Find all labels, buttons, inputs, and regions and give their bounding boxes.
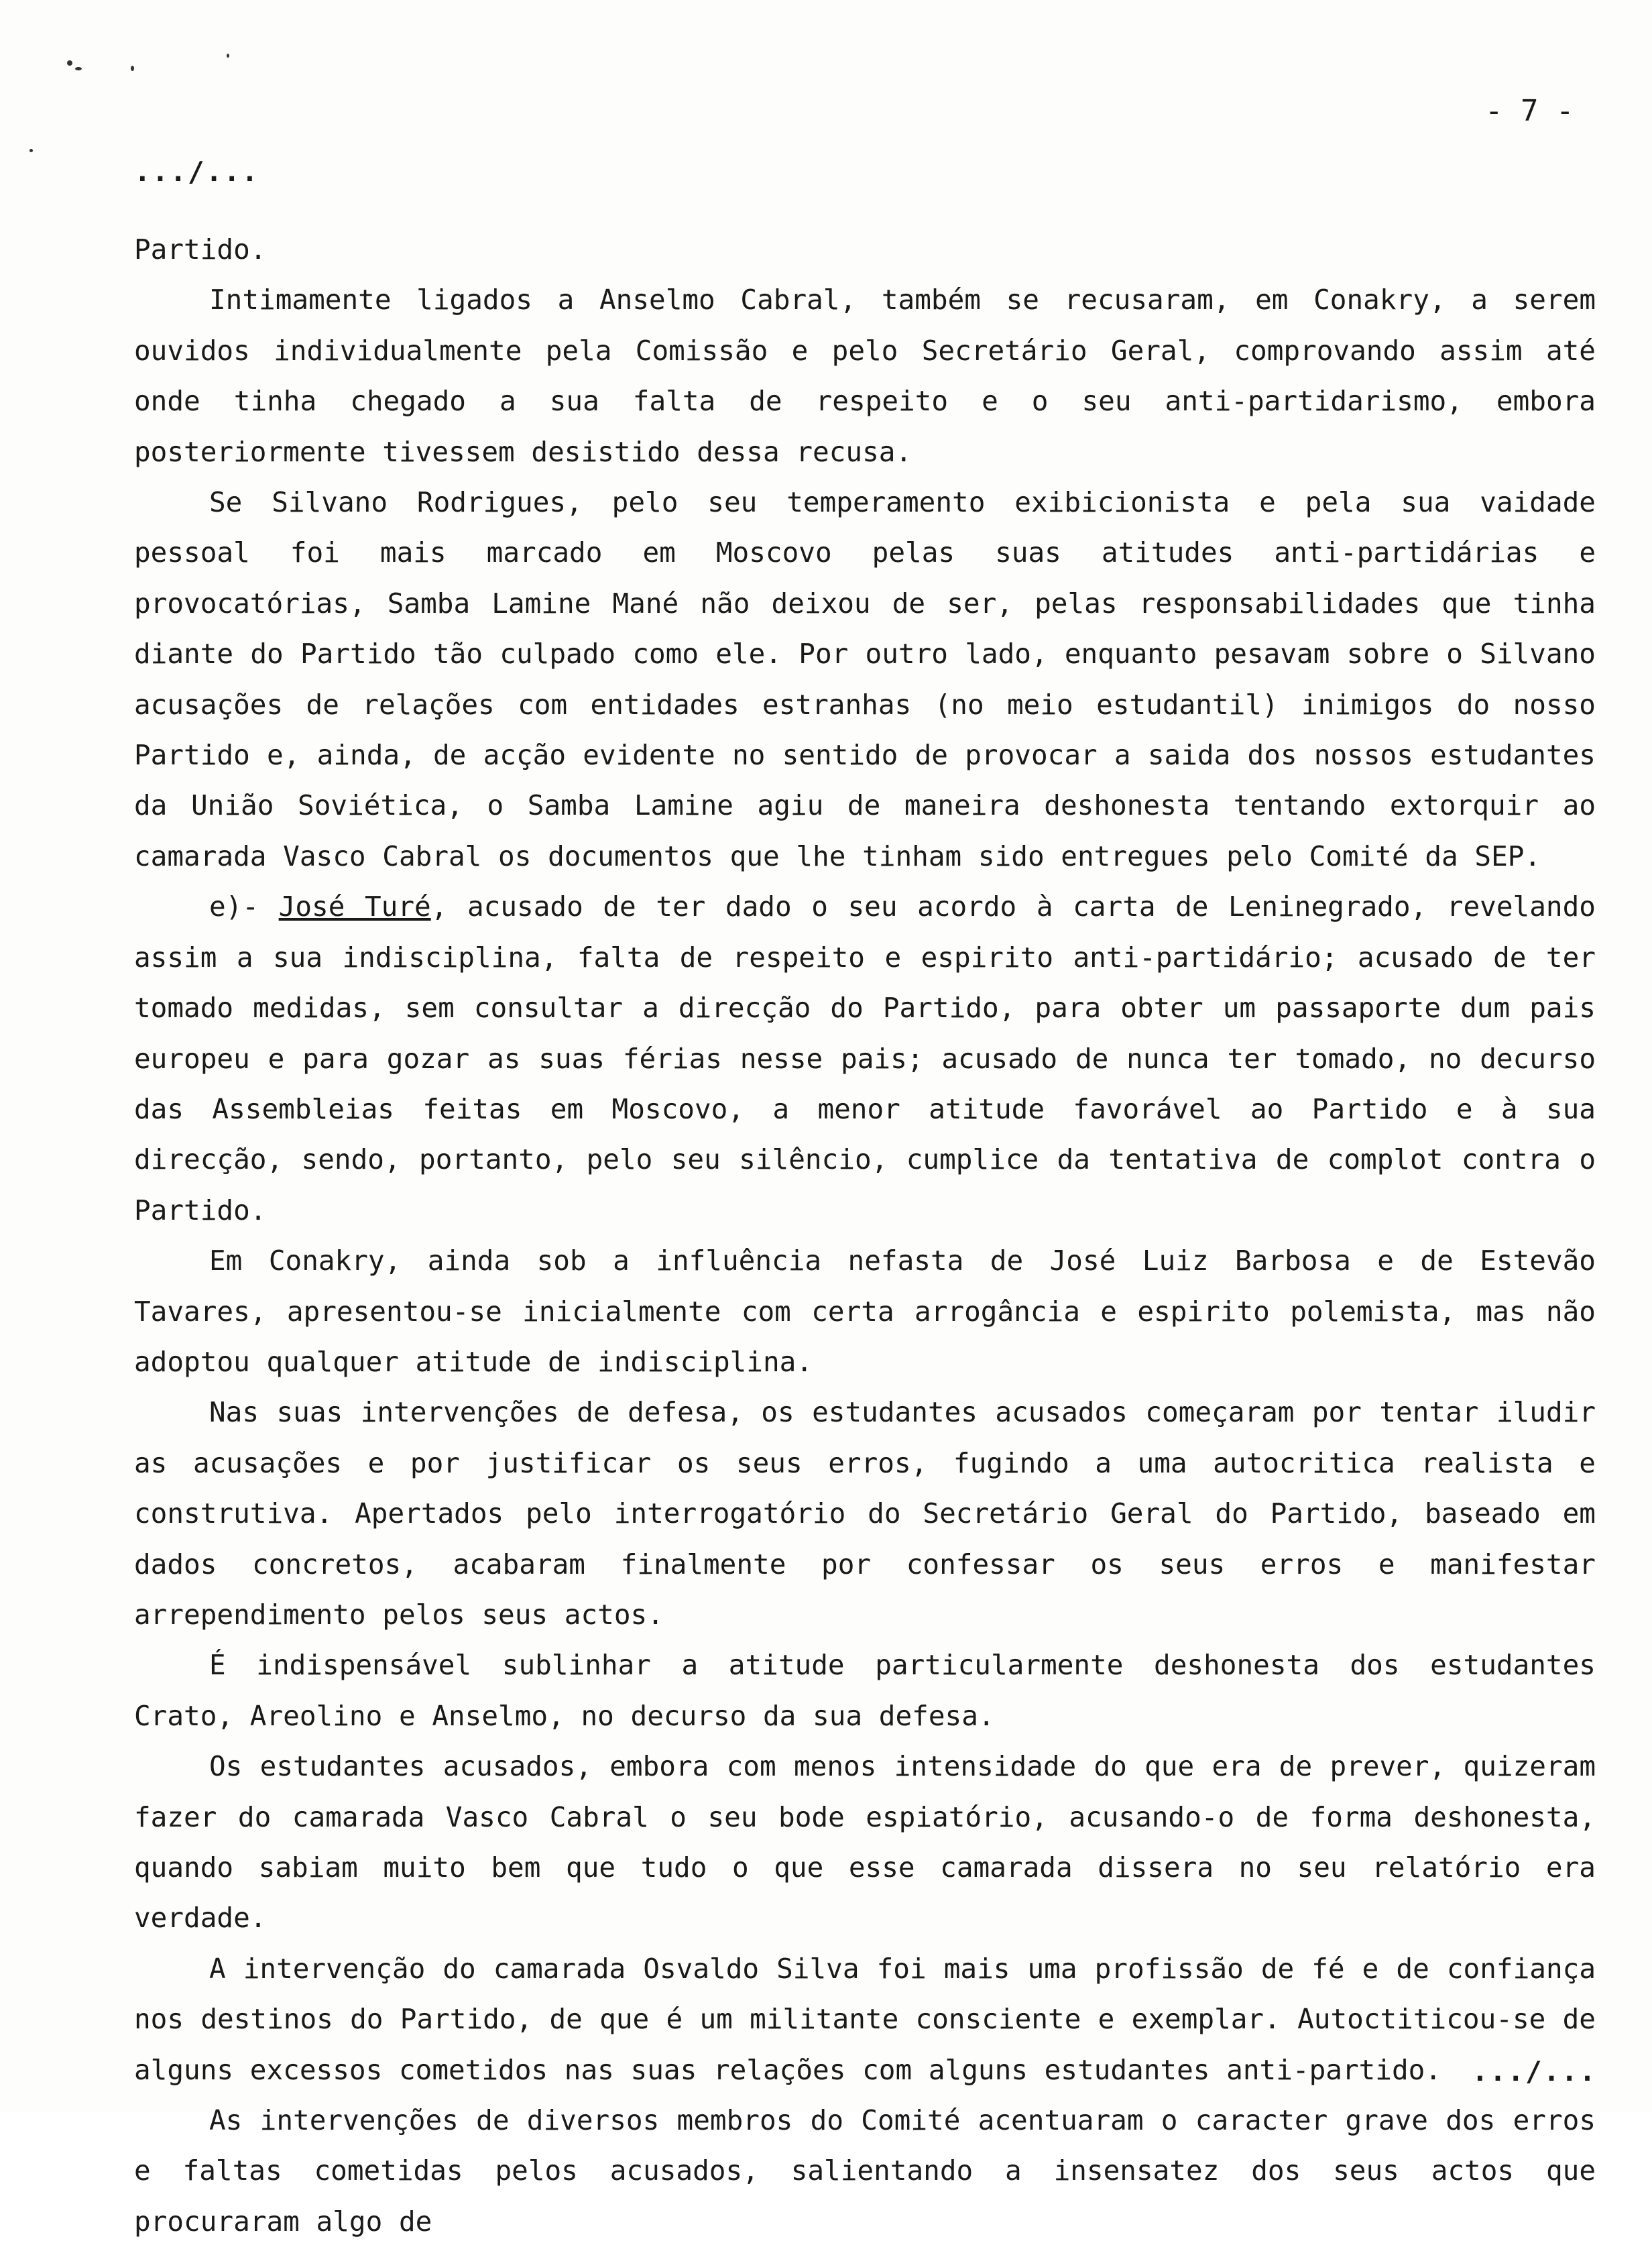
list-marker: e)- — [209, 890, 279, 923]
paragraph — [134, 882, 1596, 1236]
paragraph: Intimamente ligados a Anselmo Cabral, também se recusaram, em Conakry, a serem ouvidos individualmente pela Comissão e pelo Secretário Geral, comprovando assim até onde tinha chegado a sua falta de respeito e o seu anti-partidarismo, embora posteriormente tivessem desistido dessa recusa. — [134, 284, 1596, 468]
paragraph: Em Conakry, ainda sob a influência nefasta de José Luiz Barbosa e de Estevão Tavares, apresentou-se inicialmente com certa arrogância e espirito polemista, mas não adoptou qualquer atitude de indisciplina. — [134, 1245, 1596, 1378]
paragraph: Nas suas intervenções de defesa, os estudantes acusados começaram por tentar iludir as acusações e por justificar os seus erros, fugindo a uma autocritica realista e construtiva. Apertados pelo interrogatório do Secretário Geral do Partido, baseado em dados concretos, acabaram finalmente por confessar os seus erros e manifestar arrependimento pelos seus actos. — [134, 1396, 1596, 1631]
paragraph: Partido. — [134, 233, 267, 266]
continuation-marker-bottom: .../... — [1472, 2055, 1597, 2087]
scan-speck — [131, 66, 134, 71]
continuation-marker-top: .../... — [134, 156, 259, 188]
document-body — [134, 225, 1596, 2247]
scan-speck — [75, 67, 82, 70]
paragraph: As intervenções de diversos membros do Comité acentuaram o caracter grave dos erros e faltas cometidas pelos acusados, salientando a insensatez dos seus actos que procuraram algo de — [134, 2104, 1596, 2238]
paragraph: A intervenção do camarada Osvaldo Silva foi mais uma profissão de fé e de confiança nos destinos do Partido, de que é um militante consciente e exemplar. Autoctiticou-se de alguns excessos cometidos nas suas relações com alguns estudantes anti-partido. — [134, 1952, 1596, 2086]
paragraph: Os estudantes acusados, embora com menos intensidade do que era de prever, quizeram fazer do camarada Vasco Cabral o seu bode espiatório, acusando-o de forma deshonesta, quando sabiam muito bem que tudo o que esse camarada dissera no seu relatório era verdade. — [134, 1750, 1596, 1935]
scan-speck — [30, 149, 33, 152]
page-number: - 7 - — [1485, 94, 1574, 128]
paragraph: Se Silvano Rodrigues, pelo seu temperamento exibicionista e pela sua vaidade pessoal foi mais marcado em Moscovo pelas suas atitudes anti-partidárias e provocatórias, Samba Lamine Mané não deixou de ser, pelas responsabilidades que tinha diante do Partido tão culpado como ele. Por outro lado, enquanto pesavam sobre o Silvano acusações de relações com entidades estranhas (no meio estudantil) inimigos do nosso Partido e, ainda, de acção evidente no sentido de provocar a saida dos nossos estudantes da União Soviética, o Samba Lamine agiu de maneira deshonesta tentando extorquir ao camarada Vasco Cabral os documentos que lhe tinham sido entregues pelo Comité da SEP. — [134, 486, 1596, 872]
paragraph-text: , acusado de ter dado o seu acordo à carta de Leninegrado, revelando assim a sua indisciplina, falta de respeito e espirito anti-partidário; acusado de ter tomado medidas, sem consultar a direcção do Partido, para obter um passaporte dum pais europeu e para gozar as suas férias nesse pais; acusado de nunca ter tomado, no decurso das Assembleias feitas em Moscovo, a menor atitude favorável ao Partido e à sua direcção, sendo, portanto, pelo seu silêncio, cumplice da tentativa de complot contra o Partido. — [134, 890, 1596, 1226]
scan-speck — [67, 60, 72, 66]
person-name: José Turé — [278, 890, 431, 923]
paragraph: É indispensável sublinhar a atitude particularmente deshonesta dos estudantes Crato, Areolino e Anselmo, no decurso da sua defesa. — [134, 1649, 1596, 1732]
scan-speck — [227, 54, 229, 58]
